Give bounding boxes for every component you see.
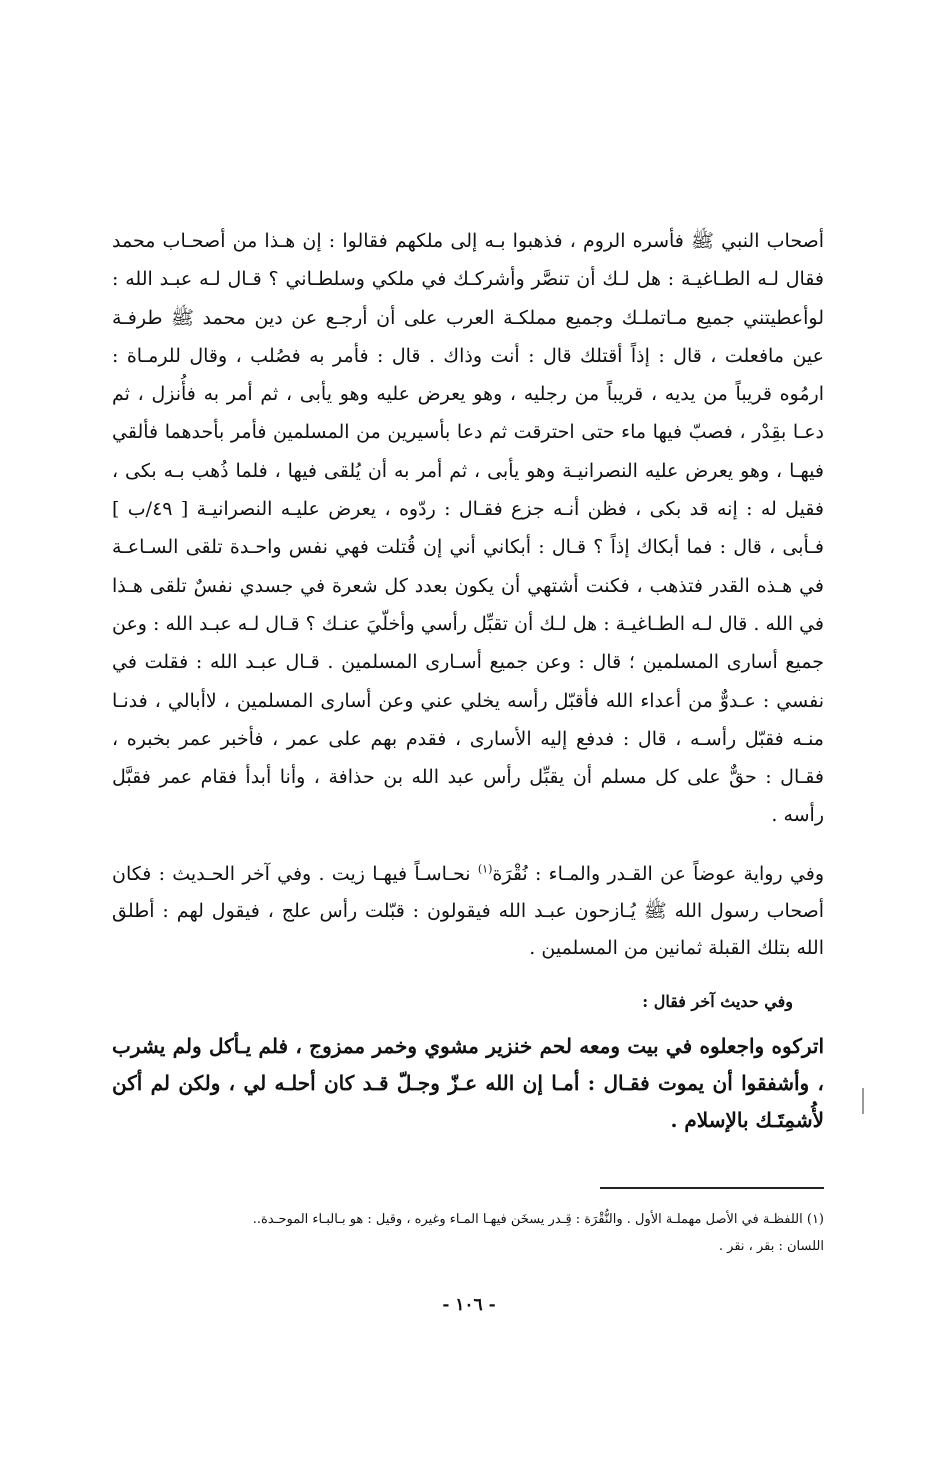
footnote <box>112 1206 824 1260</box>
subheading: وفي حديث آخر فقال : <box>642 992 793 1011</box>
footnote-line-2: اللسان : بقر ، نقر . <box>718 1239 824 1254</box>
main-paragraph: أصحاب النبي ﷺ فأسره الروم ، فذهبوا بـه إلى ملكهم فقالوا : إن هـذا من أصحـاب محمد فقال لـه الطـاغيـة : هل لـك أن تنصَّر وأشركـك في ملكي وسلطـاني ؟ قـال لـه عبـد الله : لوأعطيتني جميع مـاتملـك وجميع مملكـة العرب على أن أرجـع عن دين محمد ﷺ طرفـة عين مافعلت ، قال : إذاً أقتلك قال : أنت وذاك . قال : فأمر به فصُلب ، وقال للرمـاة : ارمُوه قريباً من يديه ، قريباً من رجليه ، وهو يعرض عليه وهو يأبى ، ثم أمر به فأُنزل ، ثم دعـا بقِدْر ، فصبّ فيها ماء حتى احترقت ثم دعا بأسيرين من المسلمين فأمر بأحدهما فألقي فيهـا ، وهو يعرض عليه النصرانيـة وهو يأبى ، ثم أمر به أن يُلقى فيها ، فلما ذُهب بـه بكى ، فقيل له : إنه قد بكى ، فظن أنـه جزع فقـال : ردّوه ، يعرض عليـه النصرانيـة [ ٤٩/ب ] فـأبى ، قال : فما أبكاك إذاً ؟ قـال : أبكاني أني إن قُتلت فهي نفس واحـدة تلقى السـاعـة في هـذه القدر فتذهب ، فكنت أشتهي أن يكون بعدد كل شعرة في جسدي نفسٌ تلقى هـذا في الله . قال لـه الطـاغيـة : هل لـك أن تقبِّل رأسي وأخلّيَ عنـك ؟ قـال لـه عبـد الله : وعن جميع أسارى المسلمين ؛ قال : وعن جميع أسـارى المسلمين . قـال عبـد الله : فقلت في نفسي : عـدوٌّ من أعداء الله فأقبّل رأسه يخلي عني وعن أسارى المسلمين ، لاأبالي ، فدنـا منـه فقبّل رأسـه ، قال : فدفع إليه الأسارى ، فقدم بهم على عمر ، فأخبر عمر بخبره ، فقـال : حقٌّ على كل مسلم أن يقبِّل رأس عبد الله بن حذافة ، وأنا أبدأ فقام عمر فقبَّل رأسه . <box>112 230 824 827</box>
third-text-block <box>112 1028 824 1139</box>
page-number: - ١٠٦ - <box>442 1295 496 1315</box>
second-text-block <box>112 856 824 967</box>
third-paragraph: اتركوه واجعلوه في بيت ومعه لحم خنزير مشوي وخمر ممزوج ، فلم يـأكل ولم يشرب ، وأشفقوا أن يموت فقـال : أمـا إن الله عـزّ وجـلّ قـد كان أحلـه لي ، ولكن لم أكن لأُشمِتَـك بالإسلام . <box>112 1034 824 1132</box>
footnote-divider <box>600 1187 824 1189</box>
main-text-block <box>112 222 824 835</box>
margin-mark <box>862 1088 864 1114</box>
second-paragraph-start: وفي رواية عوضاً عن القـدر والمـاء : نُقْرَة <box>492 863 825 885</box>
footnote-marker: (١) <box>477 862 493 876</box>
second-paragraph <box>112 856 824 967</box>
footnote-line-1: (١) اللفظـة في الأصل مهملـة الأول . والنُّقْرَة : قِـدر يسخَن فيهـا المـاء وغيره ، وقيل : هو بـالبـاء الموحـدة.. <box>252 1212 824 1227</box>
second-paragraph-end: نحـاسـاً فيهـا زيت . وفي آخر الحـديث : فكان أصحاب رسول الله ﷺ يُـازحون عبـد الله فيقولون : قبّلت رأس علج ، فيقول لهم : أطلق الله بتلك القبلة ثمانين من المسلمين . <box>112 863 824 959</box>
